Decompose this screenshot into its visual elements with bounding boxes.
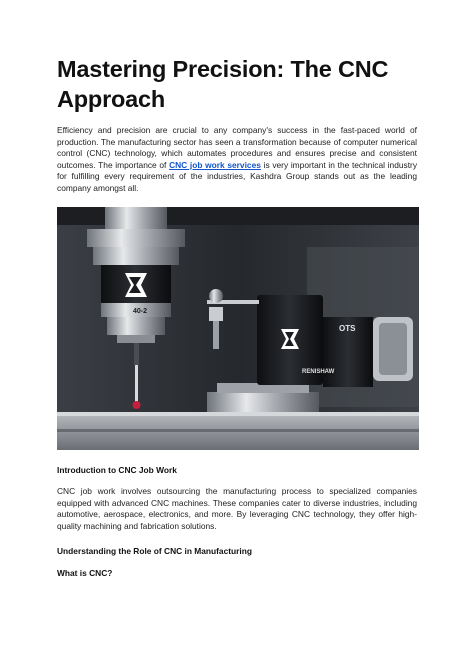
- cnc-job-work-services-link[interactable]: CNC job work services: [169, 159, 261, 170]
- intro-text-before-link: Efficiency and precision are crucial to any company's success in the fast-paced world of production. The manufacturing sector has seen a transformation because of computer numerical control (CNC) technology, which automates procedures and ensures precise and consistent outcomes. The importance of: [57, 125, 417, 170]
- page-title: Mastering Precision: The CNC Approach: [57, 56, 389, 112]
- spindle-label: 40-2: [133, 308, 148, 315]
- section-heading-what-is-cnc: What is CNC?: [57, 568, 113, 578]
- section-heading-intro-cnc-job-work: Introduction to CNC Job Work: [57, 465, 177, 475]
- cnc-machine-illustration: [57, 207, 419, 450]
- cnc-machine-photo: [57, 207, 419, 450]
- device-model-label: OTS: [339, 324, 356, 333]
- section-paragraph-cnc-job-work: CNC job work involves outsourcing the manufacturing process to specialized companies equipped with advanced CNC machines. These companies cater to diverse industries, including automotive, aerospace, electronics, and more. By leveraging CNC technology, they offer high-quality machining and fabrication solutions.: [57, 486, 417, 531]
- section-heading-role-of-cnc: Understanding the Role of CNC in Manufacturing: [57, 546, 252, 556]
- intro-paragraph: [57, 125, 417, 195]
- intro-text-after-link: is very important in the technical industry for fulfilling every requirement of the industries, Kashdra Group stands out as the leading company amongst all.: [57, 159, 418, 193]
- device-brand-label: RENISHAW: [302, 369, 335, 375]
